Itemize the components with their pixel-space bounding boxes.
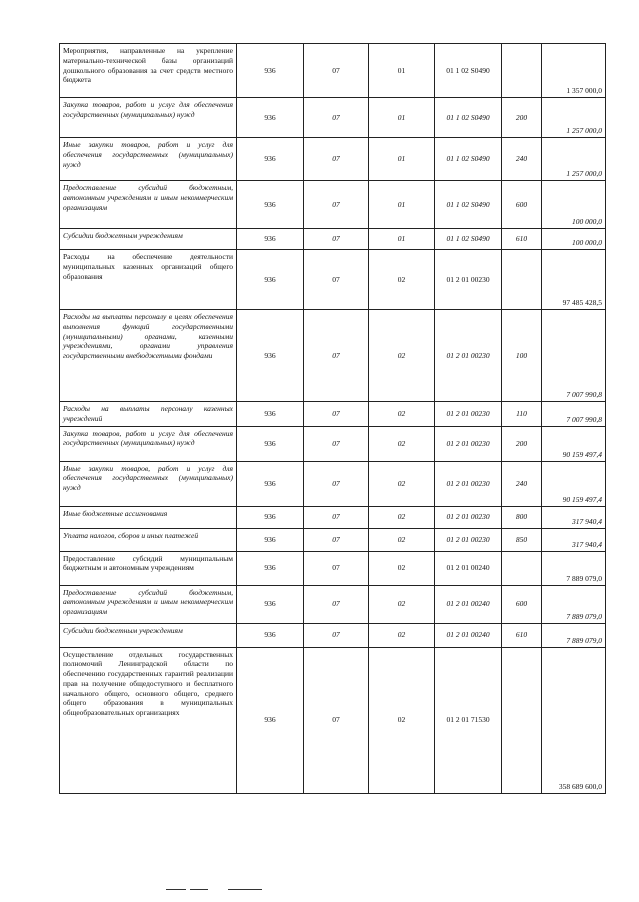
table-row: [60, 44, 606, 98]
table-row: [60, 310, 606, 402]
row-ved-code: 936: [237, 426, 304, 461]
row-name: Предоставление субсидий муниципальным бюджетным и автономным учреждениям: [60, 551, 237, 585]
row-amount: 1 257 000,0: [542, 138, 606, 181]
row-expense-type: 100: [502, 310, 542, 402]
table-row: [60, 528, 606, 551]
row-section-code: 07: [304, 44, 369, 98]
row-subsection-code: 01: [369, 44, 435, 98]
row-ved-code: 936: [237, 98, 304, 138]
row-name: Расходы на выплаты персоналу казенных учреждений: [60, 402, 237, 427]
row-section-code: 07: [304, 250, 369, 310]
row-subsection-code: 01: [369, 98, 435, 138]
row-section-code: 07: [304, 528, 369, 551]
table-row: [60, 426, 606, 461]
row-section-code: 07: [304, 647, 369, 793]
row-expense-type: 240: [502, 138, 542, 181]
row-amount: 7 889 079,0: [542, 551, 606, 585]
row-target-article: 01 1 02 S0490: [435, 181, 502, 229]
row-target-article: 01 2 01 00230: [435, 528, 502, 551]
row-target-article: 01 2 01 00230: [435, 250, 502, 310]
row-ved-code: 936: [237, 585, 304, 623]
row-ved-code: 936: [237, 138, 304, 181]
row-expense-type: 610: [502, 623, 542, 647]
row-ved-code: 936: [237, 250, 304, 310]
row-expense-type: 600: [502, 181, 542, 229]
row-name: Закупка товаров, работ и услуг для обеспечения государственных (муниципальных) нужд: [60, 98, 237, 138]
row-amount: 7 007 990,8: [542, 402, 606, 427]
row-subsection-code: 02: [369, 506, 435, 528]
row-target-article: 01 1 02 S0490: [435, 229, 502, 250]
row-amount: 100 000,0: [542, 181, 606, 229]
row-amount: 90 159 497,4: [542, 426, 606, 461]
row-target-article: 01 2 01 00230: [435, 461, 502, 506]
row-expense-type: 110: [502, 402, 542, 427]
row-amount: 7 889 079,0: [542, 623, 606, 647]
row-amount: 317 940,4: [542, 506, 606, 528]
row-name: Расходы на выплаты персоналу в целях обеспечения выполнения функций государственными (муниципальными) органами, казенными учреждениями, органами управления государственными внебюджетными фондами: [60, 310, 237, 402]
row-expense-type: 850: [502, 528, 542, 551]
row-name: Расходы на обеспечение деятельности муниципальных казенных организаций общего образования: [60, 250, 237, 310]
table-row: [60, 229, 606, 250]
row-subsection-code: 02: [369, 426, 435, 461]
row-amount: 7 889 079,0: [542, 585, 606, 623]
row-ved-code: 936: [237, 528, 304, 551]
table-row: [60, 461, 606, 506]
row-amount: 90 159 497,4: [542, 461, 606, 506]
row-target-article: 01 1 02 S0490: [435, 44, 502, 98]
row-name: Закупка товаров, работ и услуг для обеспечения государственных (муниципальных) нужд: [60, 426, 237, 461]
row-expense-type: 200: [502, 426, 542, 461]
row-subsection-code: 02: [369, 551, 435, 585]
row-section-code: 07: [304, 426, 369, 461]
row-name: Уплата налогов, сборов и иных платежей: [60, 528, 237, 551]
row-section-code: 07: [304, 229, 369, 250]
row-section-code: 07: [304, 402, 369, 427]
row-name: Предоставление субсидий бюджетным, автономным учреждениям и иным некоммерческим организациям: [60, 181, 237, 229]
row-ved-code: 936: [237, 623, 304, 647]
row-subsection-code: 02: [369, 310, 435, 402]
row-section-code: 07: [304, 181, 369, 229]
budget-table: [59, 43, 606, 794]
row-section-code: 07: [304, 461, 369, 506]
row-name: Иные закупки товаров, работ и услуг для обеспечения государственных (муниципальных) нужд: [60, 138, 237, 181]
row-amount: 358 689 600,0: [542, 647, 606, 793]
row-expense-type: 240: [502, 461, 542, 506]
row-name: Иные бюджетные ассигнования: [60, 506, 237, 528]
table-row: [60, 623, 606, 647]
row-subsection-code: 01: [369, 181, 435, 229]
row-target-article: 01 2 01 00240: [435, 551, 502, 585]
row-ved-code: 936: [237, 402, 304, 427]
row-target-article: 01 2 01 71530: [435, 647, 502, 793]
row-expense-type: [502, 647, 542, 793]
table-row: [60, 138, 606, 181]
row-target-article: 01 1 02 S0490: [435, 138, 502, 181]
row-subsection-code: 01: [369, 229, 435, 250]
row-expense-type: 610: [502, 229, 542, 250]
row-section-code: 07: [304, 623, 369, 647]
row-target-article: 01 2 01 00230: [435, 402, 502, 427]
table-row: [60, 647, 606, 793]
row-amount: 1 357 000,0: [542, 44, 606, 98]
row-amount: 317 940,4: [542, 528, 606, 551]
table-row: [60, 250, 606, 310]
row-section-code: 07: [304, 98, 369, 138]
budget-table-body: [60, 44, 606, 794]
row-amount: 1 257 000,0: [542, 98, 606, 138]
row-section-code: 07: [304, 585, 369, 623]
footer-mark: [166, 889, 186, 890]
row-subsection-code: 02: [369, 250, 435, 310]
row-section-code: 07: [304, 138, 369, 181]
row-target-article: 01 2 01 00230: [435, 310, 502, 402]
row-ved-code: 936: [237, 229, 304, 250]
row-subsection-code: 01: [369, 138, 435, 181]
row-section-code: 07: [304, 506, 369, 528]
table-row: [60, 506, 606, 528]
row-subsection-code: 02: [369, 623, 435, 647]
row-expense-type: 600: [502, 585, 542, 623]
table-row: [60, 551, 606, 585]
row-expense-type: 200: [502, 98, 542, 138]
table-row: [60, 98, 606, 138]
row-subsection-code: 02: [369, 402, 435, 427]
table-row: [60, 181, 606, 229]
row-ved-code: 936: [237, 506, 304, 528]
row-expense-type: [502, 250, 542, 310]
row-ved-code: 936: [237, 44, 304, 98]
table-row: [60, 402, 606, 427]
row-expense-type: 800: [502, 506, 542, 528]
row-expense-type: [502, 44, 542, 98]
row-target-article: 01 1 02 S0490: [435, 98, 502, 138]
table-row: [60, 585, 606, 623]
row-target-article: 01 2 01 00240: [435, 585, 502, 623]
row-amount: 7 007 990,8: [542, 310, 606, 402]
row-name: Субсидии бюджетным учреждениям: [60, 229, 237, 250]
row-name: Иные закупки товаров, работ и услуг для обеспечения государственных (муниципальных) нужд: [60, 461, 237, 506]
row-expense-type: [502, 551, 542, 585]
row-section-code: 07: [304, 310, 369, 402]
row-target-article: 01 2 01 00240: [435, 623, 502, 647]
row-subsection-code: 02: [369, 647, 435, 793]
row-amount: 97 485 428,5: [542, 250, 606, 310]
row-ved-code: 936: [237, 181, 304, 229]
row-subsection-code: 02: [369, 461, 435, 506]
row-target-article: 01 2 01 00230: [435, 506, 502, 528]
row-amount: 100 000,0: [542, 229, 606, 250]
row-name: Предоставление субсидий бюджетным, автономным учреждениям и иным некоммерческим организациям: [60, 585, 237, 623]
row-name: Субсидии бюджетным учреждениям: [60, 623, 237, 647]
row-name: Мероприятия, направленные на укрепление материально-технической базы организаций дошкольного образования за счет средств местного бюджета: [60, 44, 237, 98]
row-ved-code: 936: [237, 551, 304, 585]
row-subsection-code: 02: [369, 585, 435, 623]
row-target-article: 01 2 01 00230: [435, 426, 502, 461]
footer-mark: [228, 889, 262, 890]
row-section-code: 07: [304, 551, 369, 585]
row-name: Осуществление отдельных государственных полномочий Ленинградской области по обеспечению государственных гарантий реализации прав на получение общедоступного и бесплатного начального общего, основного общего, среднего общего образования в муниципальных общеобразовательных организациях: [60, 647, 237, 793]
row-subsection-code: 02: [369, 528, 435, 551]
row-ved-code: 936: [237, 647, 304, 793]
row-ved-code: 936: [237, 461, 304, 506]
footer-mark: [190, 889, 208, 890]
row-ved-code: 936: [237, 310, 304, 402]
